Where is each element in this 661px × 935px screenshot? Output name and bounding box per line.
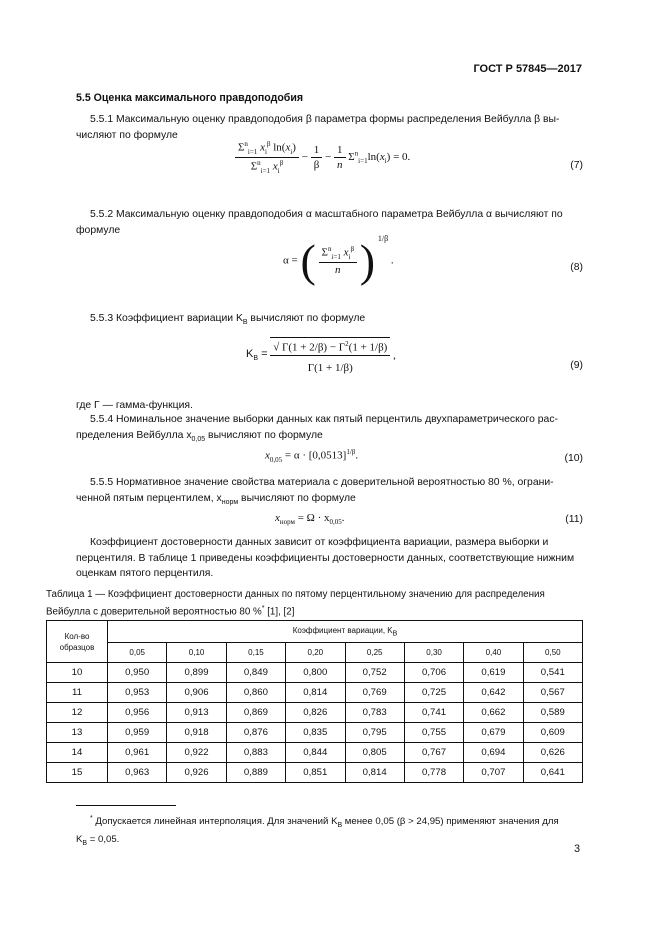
coefficient-cell: 0,826 <box>286 703 345 723</box>
equation-number-9: (9) <box>570 360 583 371</box>
table-row <box>47 743 583 763</box>
section-heading: 5.5 Оценка максимального правдоподобия <box>76 92 304 104</box>
formula-9-fraction <box>270 337 390 374</box>
coefficient-cell: 0,860 <box>226 683 285 703</box>
coefficient-cell: 0,783 <box>345 703 404 723</box>
paragraph-line: Коэффициент достоверности данных зависит от коэффициента вариации, размера выборки и <box>90 537 549 548</box>
sample-count-cell: 11 <box>47 683 108 703</box>
coefficient-cell: 0,956 <box>108 703 167 723</box>
coefficient-cell: 0,778 <box>404 763 463 783</box>
coefficient-cell: 0,835 <box>286 723 345 743</box>
coefficient-cell: 0,950 <box>108 663 167 683</box>
cv-header-row <box>47 643 583 663</box>
sample-count-cell: 15 <box>47 763 108 783</box>
formula-10 <box>265 448 358 464</box>
formula-9 <box>246 337 396 374</box>
footnote-divider <box>76 805 176 806</box>
paragraph-line: 5.5.4 Номинальное значение выборки данных как пятый перцентиль двухпараметрического рас- <box>90 414 558 425</box>
coefficient-cell: 0,963 <box>108 763 167 783</box>
paragraph-line: числяют по формуле <box>76 129 178 141</box>
paragraph-5-5-4 <box>76 412 586 447</box>
caption-line: Таблица 1 — Коэффициент достоверности данных по пятому перцентильному значению для распределения <box>46 589 545 600</box>
exponent-one-over-beta: 1/β <box>377 234 389 243</box>
caption-line: Вейбулла с доверительной вероятностью 80 %* [1], [2] <box>46 605 295 618</box>
standard-code: ГОСТ Р 57845—2017 <box>473 63 582 75</box>
coefficient-cell: 0,851 <box>286 763 345 783</box>
minus-sign: − <box>325 150 335 163</box>
equation-number-11: (11) <box>565 514 583 525</box>
coefficient-cell: 0,795 <box>345 723 404 743</box>
coefficient-cell: 0,953 <box>108 683 167 703</box>
period: . <box>390 254 394 267</box>
coefficient-cell: 0,589 <box>523 703 582 723</box>
coefficient-cell: 0,641 <box>523 763 582 783</box>
paragraph-confidence <box>76 535 586 582</box>
table-caption <box>46 588 583 619</box>
confidence-table <box>46 620 583 783</box>
denominator: $\Sigma^n_{i=1}$ $x_i^\beta$ <box>250 158 284 175</box>
paragraph-5-5-1 <box>76 112 586 143</box>
equation-number-7: (7) <box>570 160 583 171</box>
coefficient-cell: 0,959 <box>108 723 167 743</box>
coefficient-cell: 0,913 <box>167 703 226 723</box>
coefficient-cell: 0,961 <box>108 743 167 763</box>
coefficient-cell: 0,642 <box>464 683 523 703</box>
coefficient-cell: 0,876 <box>226 723 285 743</box>
coefficient-cell: 0,707 <box>464 763 523 783</box>
paragraph-5-5-5 <box>76 475 586 510</box>
coefficient-cell: 0,849 <box>226 663 285 683</box>
coefficient-cell: 0,800 <box>286 663 345 683</box>
coefficient-cell: 0,567 <box>523 683 582 703</box>
sample-count-cell: 10 <box>47 663 108 683</box>
coefficient-cell: 0,926 <box>167 763 226 783</box>
cv-header-cell: 0,50 <box>523 643 582 663</box>
subscript: 0,05 <box>329 518 342 527</box>
formula-10-rhs: = α · [0,0513] <box>284 449 347 462</box>
cv-header-cell: 0,20 <box>286 643 345 663</box>
coefficient-cell: 0,662 <box>464 703 523 723</box>
x-symbol: x <box>265 449 270 462</box>
subscript: норм <box>279 518 295 527</box>
coefficient-cell: 0,805 <box>345 743 404 763</box>
sample-count-cell: 13 <box>47 723 108 743</box>
cv-header-cell: 0,40 <box>464 643 523 663</box>
paragraph-line: ченной пятым перцентилем, $x_{норм}$ вычисляют по формуле <box>76 492 356 506</box>
header-sample-count: Кол-во образцов <box>47 621 108 663</box>
paragraph-line: 5.5.5 Нормативное значение свойства материала с доверительной вероятностью 80 %, ограни- <box>90 477 554 488</box>
equation-number-10: (10) <box>564 453 583 464</box>
coefficient-cell: 0,769 <box>345 683 404 703</box>
kb-symbol: $K_B$ = <box>246 348 268 363</box>
formula-11-rhs: = Ω · x <box>297 512 330 524</box>
fraction-one-n: $\frac{1}{n}$ <box>334 144 346 171</box>
table-row <box>47 763 583 783</box>
coefficient-cell: 0,752 <box>345 663 404 683</box>
fraction-one-beta: $\frac{1}{\beta}$ <box>311 144 323 171</box>
table-row <box>47 703 583 723</box>
equation-number-8: (8) <box>570 262 583 273</box>
coefficient-cell: 0,541 <box>523 663 582 683</box>
sample-count-cell: 14 <box>47 743 108 763</box>
coefficient-cell: 0,706 <box>404 663 463 683</box>
coefficient-cell: 0,694 <box>464 743 523 763</box>
coefficient-cell: 0,889 <box>226 763 285 783</box>
coefficient-cell: 0,741 <box>404 703 463 723</box>
minus-sign: − <box>301 150 311 163</box>
coefficient-cell: 0,725 <box>404 683 463 703</box>
exponent-one-over-beta: 1/β <box>346 448 356 456</box>
numerator-sqrt: √ $Г(1 + 2/\beta) - Г^2(1 + 1/\beta)$ <box>270 337 390 356</box>
numerator: $\Sigma^n_{i=1}$ $x_i^\beta$ <box>319 245 357 263</box>
coefficient-cell: 0,679 <box>464 723 523 743</box>
formula-8 <box>283 234 394 287</box>
paragraph-text: вычисляют по формуле <box>247 313 366 324</box>
paragraph-line: 5.5.2 Максимальную оценку правдоподобия α масштабного параметра Вейбулла α вычисляют по <box>90 209 563 220</box>
sample-count-cell: 12 <box>47 703 108 723</box>
coefficient-cell: 0,883 <box>226 743 285 763</box>
coefficient-cell: 0,609 <box>523 723 582 743</box>
paragraph-line: 5.5.1 Максимальную оценку правдоподобия β параметра формы распределения Вейбулла β вы- <box>90 114 560 125</box>
coefficient-cell: 0,755 <box>404 723 463 743</box>
coefficient-cell: 0,906 <box>167 683 226 703</box>
coefficient-cell: 0,626 <box>523 743 582 763</box>
formula-8-fraction <box>319 245 357 276</box>
coefficient-cell: 0,619 <box>464 663 523 683</box>
paragraph-line: оценкам пятого перцентиля. <box>76 568 214 579</box>
paragraph-5-5-3 <box>76 311 586 331</box>
paragraph-text: 5.5.3 Коэффициент вариации K <box>90 313 243 324</box>
coefficient-cell: 0,767 <box>404 743 463 763</box>
formula-11 <box>275 512 345 526</box>
table-row <box>47 723 583 743</box>
coefficient-cell: 0,844 <box>286 743 345 763</box>
comma: , <box>393 349 396 362</box>
left-paren: ( <box>300 235 316 286</box>
gamma-note: где Г — гамма-функция. <box>76 400 193 411</box>
subscript: B <box>242 319 248 327</box>
right-paren: ) <box>359 235 376 286</box>
table-row <box>47 663 583 683</box>
paragraph-line: пределения Вейбулла $x_{0,05}$ вычисляют по формуле <box>76 429 323 443</box>
cv-header-cell: 0,15 <box>226 643 285 663</box>
footnote-mark: * <box>90 815 93 822</box>
denominator: n <box>335 263 341 276</box>
period: . <box>341 512 345 524</box>
numerator: $\Sigma^n_{i=1}$ $x_i^\beta$ $\ln(x_i)$ <box>235 140 299 158</box>
cv-header-cell: 0,30 <box>404 643 463 663</box>
table-row <box>47 683 583 703</box>
footnote: * Допускается линейная интерполяция. Для значений $K_B$ менее 0,05 (β > 24,95) применяют значения для $K_B = 0,05$. <box>76 812 582 851</box>
paragraph-line: перцентиля. В таблице 1 приведены коэффициенты достоверности данных, соответствующие нижним <box>76 552 575 564</box>
equals-zero: = 0. <box>393 150 411 163</box>
header-cv: Коэффициент вариации, $K_B$ <box>108 621 583 643</box>
paragraph-line: формуле <box>76 224 121 236</box>
coefficient-cell: 0,814 <box>345 763 404 783</box>
cv-header-cell: 0,10 <box>167 643 226 663</box>
page-number: 3 <box>574 843 580 855</box>
coefficient-cell: 0,918 <box>167 723 226 743</box>
formula-7 <box>235 140 410 175</box>
period: . <box>355 449 359 462</box>
table-body <box>47 663 583 783</box>
sum-ln: $\Sigma^n_{i=1}\ln(x_i)$ <box>348 149 394 166</box>
denominator: Г(1 + 1/β) <box>307 361 353 374</box>
formula-7-fraction <box>235 140 299 175</box>
footnote-line-2: $K_B = 0,05$. <box>76 834 120 847</box>
x-symbol: x <box>275 512 280 524</box>
cv-header-cell: 0,25 <box>345 643 404 663</box>
alpha-symbol: α = <box>283 254 301 267</box>
cv-header-cell: 0,05 <box>108 643 167 663</box>
coefficient-cell: 0,899 <box>167 663 226 683</box>
subscript: 0,05 <box>269 455 283 464</box>
coefficient-cell: 0,814 <box>286 683 345 703</box>
coefficient-cell: 0,869 <box>226 703 285 723</box>
coefficient-cell: 0,922 <box>167 743 226 763</box>
